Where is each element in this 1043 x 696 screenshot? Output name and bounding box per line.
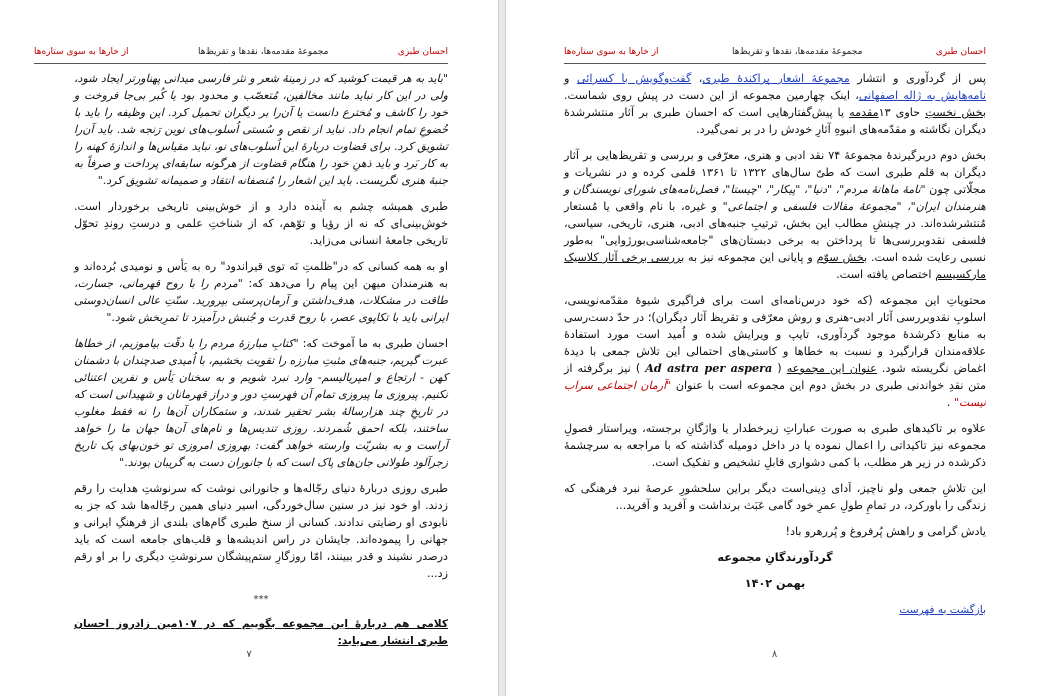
text-run: بخش دوم دربرگیرندهٔ مجموعهٔ ۷۴ نقد ادبی و هنری، معرّفی و بررسی و تقریظ‌هایی بر آثار دیگران به قلم طبری است که طیّ سال‌های ۱۳۲۲ تا ۱۳۶۱ قلمی کرده و در نشریات و مجلّاتی چون — [564, 149, 986, 196]
paragraph — [564, 292, 986, 411]
paragraph: طبری همیشه چشم به آینده دارد و از خوش‌بینی تاریخی برخوردار است. خوش‌بینی‌ای که نه از رؤیا و توّهم، که از شناختِ علمی و درستِ روندِ تحوّل تاریخی جامعهٔ انسانی می‌زاید. — [74, 200, 448, 247]
page-gutter — [498, 0, 506, 696]
underlined-run: مقدمه — [849, 106, 879, 119]
paragraph — [74, 258, 448, 326]
text-run: و غیره، با نام واقعی یا مُستعار مُنتشرشده‌اند. در چینشِ مطالب این بخش، ترتیبِ جنبه‌های ادبی، هنری، تاریخی، سیاسی، فلسفی نقدوبررسی‌ها تا پرداختن به برخی دبستان‌های "جامعه‌شناسی‌بورژوایی" به‌طور نسبی رعایت شده است. — [564, 200, 986, 264]
text-run: او به همه کسانی که در"ظلمتِ نَه توی قیراندود" ره به یَأس و نومیدی بُرده‌اند و به هنرمندان میهن این پیام را می‌دهد که: — [74, 260, 448, 290]
header-part-title: از خارها به سوی ستاره‌ها — [564, 47, 659, 57]
text-run: یا پیش‌گفتارهایی است که احسان طبری بر آثار منتشرشدهٔ دیگران نگاشته و مقدّمه‌های انبوهِ آثارِ خودش را در بر نمی‌گیرد. — [564, 106, 986, 136]
paragraph — [564, 147, 986, 283]
header-part-title: از خارها به سوی ستاره‌ها — [34, 47, 129, 57]
page-left — [0, 0, 498, 696]
page-number: ۷ — [246, 649, 252, 660]
paragraph: علاوه بر تاکیدهای طبری به صورت عباراتِ زیرخطدار یا واژگانِ برجسته، ویراستار فصولِ مجموعه نیز تاکیداتی را اعمال نموده یا در داخل دومیله گذاشته که با مراجعه به سرچشمهٔ ذکرشده در زیر هر مطلب، با کمی دشواری قابلِ تشخیص و تفکیک است. — [564, 422, 986, 469]
text-run: اختصاص یافته است. — [836, 268, 936, 281]
text-run: . — [946, 396, 954, 409]
link-zhaleh-letters[interactable]: نامه‌هایش به ژاله اصفهانی — [858, 89, 986, 102]
text-run: ، اینک چهارمین مجموعه از این دست در پیش روی شماست. — [564, 89, 859, 102]
underlined-run: عنوان این مجموعه — [786, 362, 877, 375]
text-run: و پایانی این مجموعه نیز به — [684, 251, 817, 264]
text-run: ) نیز برگرفته از متن نقدِ خواندنی طبری در بخش دوم این مجموعه است با عنوان — [564, 362, 986, 392]
paragraph — [564, 70, 986, 138]
quote-run: "مردم را با روح قهرمانی، جسارت، طاقت در مشکلات، هدف‌داشتن و آرمان‌پرستی بپرورید. سنّتِ عالی انسان‌دوستی ایرانی باید با تکاپوی عصر، با روح قدرت و جُنبش درآمیزد تا تمرِبخش شود." — [74, 277, 448, 324]
header-rule — [34, 63, 448, 64]
header-book-title: مجموعهٔ مقدمه‌ها، نقدها و تقریظ‌ها — [197, 47, 329, 57]
underlined-run: بخش سوّم — [816, 251, 868, 264]
paragraph: این تلاشِ جمعی ولو ناچیز، اَدای دِینی‌است دیگر براین سلحشورِ عرصهٔ نبرد فرهنگی که زندگی را باورکرد، در تمامِ طولِ عمرِ خود گامی عَبَث برنداشت و آفرید و آفرید... — [564, 482, 986, 512]
signature: گردآورندگانِ مجموعه — [717, 551, 833, 564]
page-header — [564, 44, 986, 60]
text-run: ، — [691, 72, 703, 85]
page-body — [74, 70, 448, 650]
paragraph — [74, 335, 448, 471]
header-author: احسان طبری — [397, 47, 448, 57]
text-run: احسان طبری به ما آموخت که: — [298, 337, 448, 350]
latin-title: Ad astra per aspera — [645, 361, 773, 375]
underlined-run: بررسی برخی آثار کلاسیک مارکسیسم — [564, 251, 986, 281]
page-number: ۸ — [771, 649, 778, 660]
closing-heading: کلامی هم دربارهٔ این مجموعه بگوییم که در ۱۰۷مین زادروز احسان طبری انتشار می‌یابد: — [74, 618, 448, 647]
paragraph: یادش گرامی و راهش پُرفروغ و پُررهرو باد! — [785, 525, 986, 538]
text-run: ( — [772, 362, 787, 375]
quote-paragraph: "باید به هر قیمت کوشید که در زمینهٔ شعر و نثر فارسی میدانی پهناورتر ایجاد شود، ولی در این کار نباید مانند مخالفین، مُتعصّب و محدود بود یا کُبر بی‌جا فروخت و خود را کاشف و مُخترع دانست یا آن‌را بر دیگران تحمیل کرد. این وظیفه را باید با خُضوعِ تمام انجام داد. نباید از نقص و سُستی اُسلوب‌های نوین رَنجه شد. باید آن‌را تشویق کرد. برای قضاوت دربارهٔ این اُسلوب‌های نو، نباید مقیاس‌ها و اندازهٔ کهنه را به کار بَرد و باید ذهنِ خود را هنگام قضاوت از هرگونه سابقه‌ای پرداخت و صرفاً به جنبهٔ هنری نگریست. باید این اشعار را مُنصفانه انتقاد و صمیمانه تشویق کرد." — [74, 72, 448, 187]
separator-stars: *** — [253, 594, 269, 605]
header-rule — [564, 63, 986, 64]
italic-run: "نامهٔ ماهانهٔ مردم"، "دنیا"، "پیکار"، "چیستا"، فصل‌نامه‌های شورای نویسندگان و هنرمندان ایران"، "مجموعهٔ مقالات فلسفی و اجتماعی" — [564, 183, 986, 213]
text-run: و — [564, 72, 577, 85]
page-body — [564, 70, 986, 619]
text-run: محتویاتِ این مجموعه (که خود درس‌نامه‌ای است برای فراگیری شیوهٔ مقدّمه‌نویسی، اسلوبِ نقدوبررسی آثار ادبی-هنری و روش معرّفی و تقریظ آثار دیگران)؛ در حدّ دست‌رسی به منابع ذکرشدهٔ موجود گردآوری، تایپ و ویرایش شده و اُمید است مورد استفادهٔ علاقه‌مندان قرارگیرد و نسبت به خطاها و کاستی‌های احتمالی این تلاش جمعی با دیدهٔ اغماض نگریسته شود. — [564, 294, 986, 375]
header-book-title: مجموعهٔ مقدمه‌ها، نقدها و تقریظ‌ها — [731, 47, 863, 57]
paragraph: طبری روزی دربارهٔ دنیای رجّاله‌ها و جانورانی نوشت که سرنوشتِ هدایت را رقم زدند. او خود نیز در سنین سال‌خوردگی، اسیر دنیای همین رجّاله‌ها شد که جز به نابودی او رضایتی ندادند. کسانی از سنخ طبری گام‌های بلندی از فرهنگِ ایرانی و جهانی را پیموده‌اند. جایشان در راس اندیشه‌ها و قلب‌های جامعه است که باید درصدر نشیند و قدر ببینند، امّا روزگارِ ستم‌پیشگان سرنوشتِ دیگری را بر او رقم زد... — [74, 482, 448, 580]
page-header — [34, 44, 448, 60]
header-author: احسان طبری — [935, 47, 986, 57]
page-right — [506, 0, 1043, 696]
date-line: بهمن ۱۴۰۲ — [744, 577, 806, 590]
quote-run: "کتابِ مبارزهٔ مردم را با دقّت بیاموزیم، از خطاها عبرت گیریم، جنبه‌های مثبتِ مبارزه را تقویت بخشیم، با اُمیدی صدچندان با دشمنان کهن - ارتجاع و امپریالیسم- وارد نبرد شویم و به سخنان یَأس و نفرین اعتنائی نکنیم. پیروزی ما پیروزی تمام آن فهرستِ دور و دراز قهرمانان و شهیدانی است که در تاریخِ چند هزارسالهٔ بشر تحقیر شدند، و ستمکاران آن‌ها را نه فقط مغلوب ساختند، بلکه احمق شُمردند. روزی تندیس‌ها و نام‌های آن‌ها جهان ما را خواهد آراست و به بشریّت وارسته خواهد گفت: بهروزی امروزی تو خون‌بهای یک تاریخ زجرآلود طولانی جان‌های پاک است که با جانوران دست به گریبان بودند." — [74, 337, 448, 469]
back-to-toc-link[interactable]: بازگشت به فهرست — [899, 604, 986, 616]
link-kasraei-interview[interactable]: گفت‌وگویش با کسرائی — [576, 72, 692, 85]
text-run: حاوی ۱۳ — [878, 106, 926, 119]
underlined-run: بخش نخستِ — [925, 106, 986, 119]
text-run: پس از گردآوری و انتشار — [849, 72, 986, 85]
link-scattered-poems[interactable]: مجموعهٔ اشعار پراکندهٔ طبری — [702, 72, 850, 85]
red-title-run: "آرمان اجتماعی سراب نیست" — [564, 379, 986, 409]
